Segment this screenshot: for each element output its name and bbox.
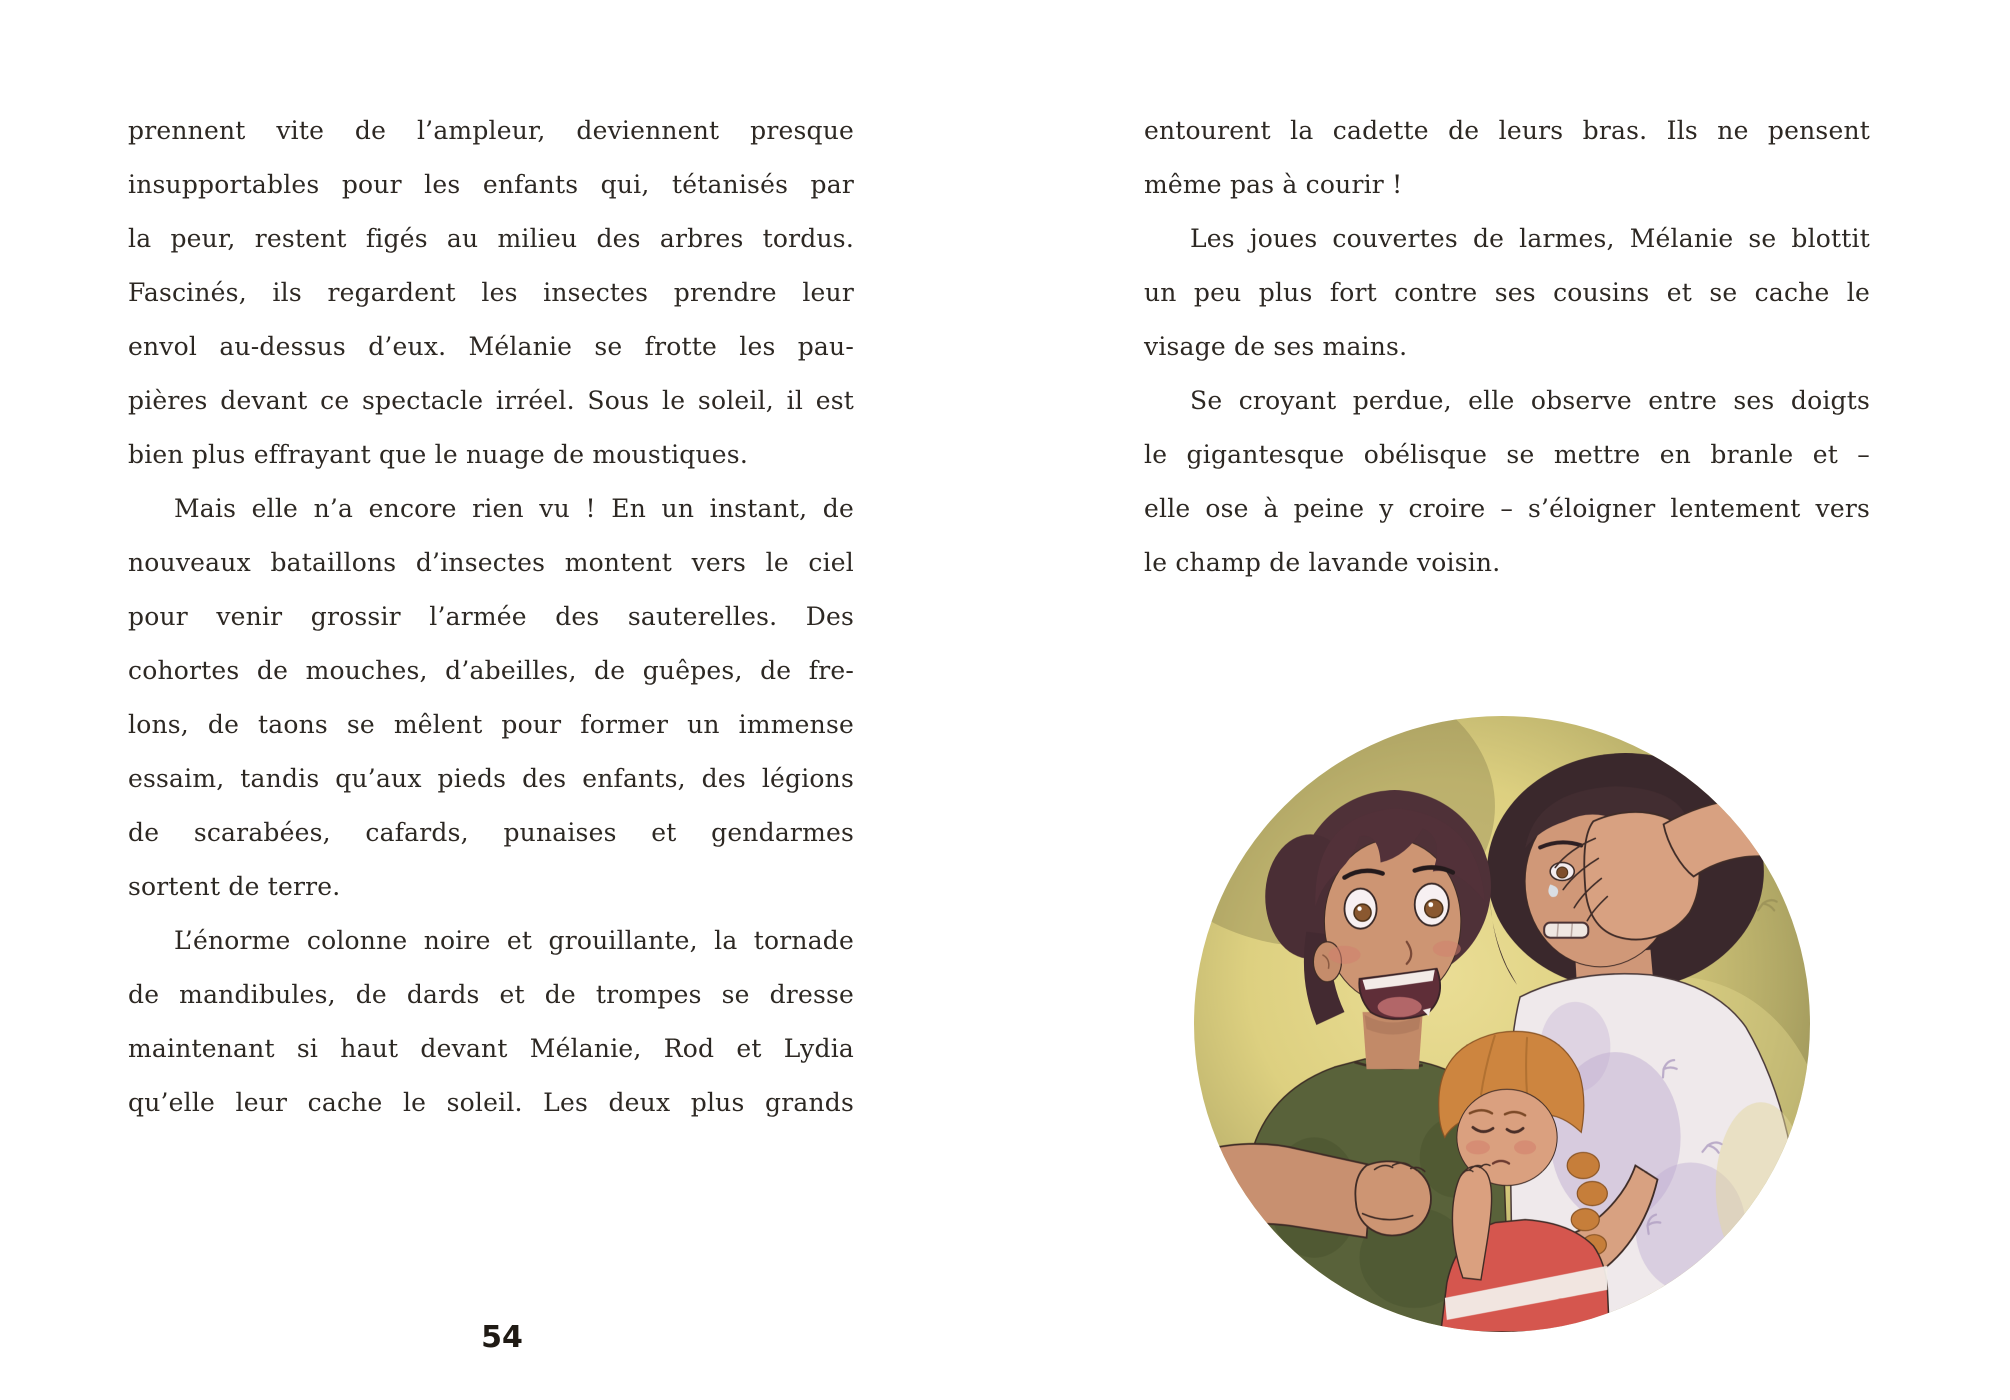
page-number: 54 xyxy=(481,1320,523,1355)
text-line: pières devant ce spectacle irréel. Sous le soleil, il est xyxy=(128,386,854,415)
text-line: le gigantesque obélisque se mettre en branle et – xyxy=(1144,440,1870,469)
text-line: la peur, restent figés au milieu des arbres tordus. xyxy=(128,224,854,253)
text-line: essaim, tandis qu’aux pieds des enfants, des légions xyxy=(128,764,854,793)
text-line: nouveaux bataillons d’insectes montent vers le ciel xyxy=(128,548,854,577)
text-line: de mandibules, de dards et de trompes se dresse xyxy=(128,980,854,1009)
text-line: un peu plus fort contre ses cousins et se cache le xyxy=(1144,278,1870,307)
text-line: visage de ses mains. xyxy=(1144,332,1408,361)
text-line: Les joues couvertes de larmes, Mélanie se blottit xyxy=(1190,224,1870,253)
text-line: maintenant si haut devant Mélanie, Rod et Lydia xyxy=(128,1034,854,1063)
text-line: lons, de taons se mêlent pour former un immense xyxy=(128,710,854,739)
text-line: elle ose à peine y croire – s’éloigner lentement vers xyxy=(1144,494,1870,523)
text-line: même pas à courir ! xyxy=(1144,170,1403,199)
text-line: entourent la cadette de leurs bras. Ils ne pensent xyxy=(1144,116,1870,145)
text-line: insupportables pour les enfants qui, tétanisés par xyxy=(128,170,854,199)
text-line: qu’elle leur cache le soleil. Les deux plus grands xyxy=(128,1088,854,1117)
text-line: le champ de lavande voisin. xyxy=(1144,548,1501,577)
text-line: pour venir grossir l’armée des sauterelles. Des xyxy=(128,602,854,631)
text-line: bien plus effrayant que le nuage de moustiques. xyxy=(128,440,748,469)
text-line: prennent vite de l’ampleur, deviennent presque xyxy=(128,116,854,145)
text-line: Se croyant perdue, elle observe entre ses doigts xyxy=(1190,386,1870,415)
text-line: envol au-dessus d’eux. Mélanie se frotte les pau- xyxy=(128,332,854,361)
text-line: Fascinés, ils regardent les insectes prendre leur xyxy=(128,278,854,307)
text-line: de scarabées, cafards, punaises et gendarmes xyxy=(128,818,854,847)
text-line: L’énorme colonne noire et grouillante, la tornade xyxy=(174,926,854,955)
text-line: cohortes de mouches, d’abeilles, de guêpes, de fre- xyxy=(128,656,854,685)
text-line: Mais elle n’a encore rien vu ! En un instant, de xyxy=(174,494,854,523)
text-line: sortent de terre. xyxy=(128,872,341,901)
left-page-text xyxy=(128,104,854,1130)
right-page-text xyxy=(1144,104,1870,590)
story-illustration xyxy=(1194,716,1810,1332)
